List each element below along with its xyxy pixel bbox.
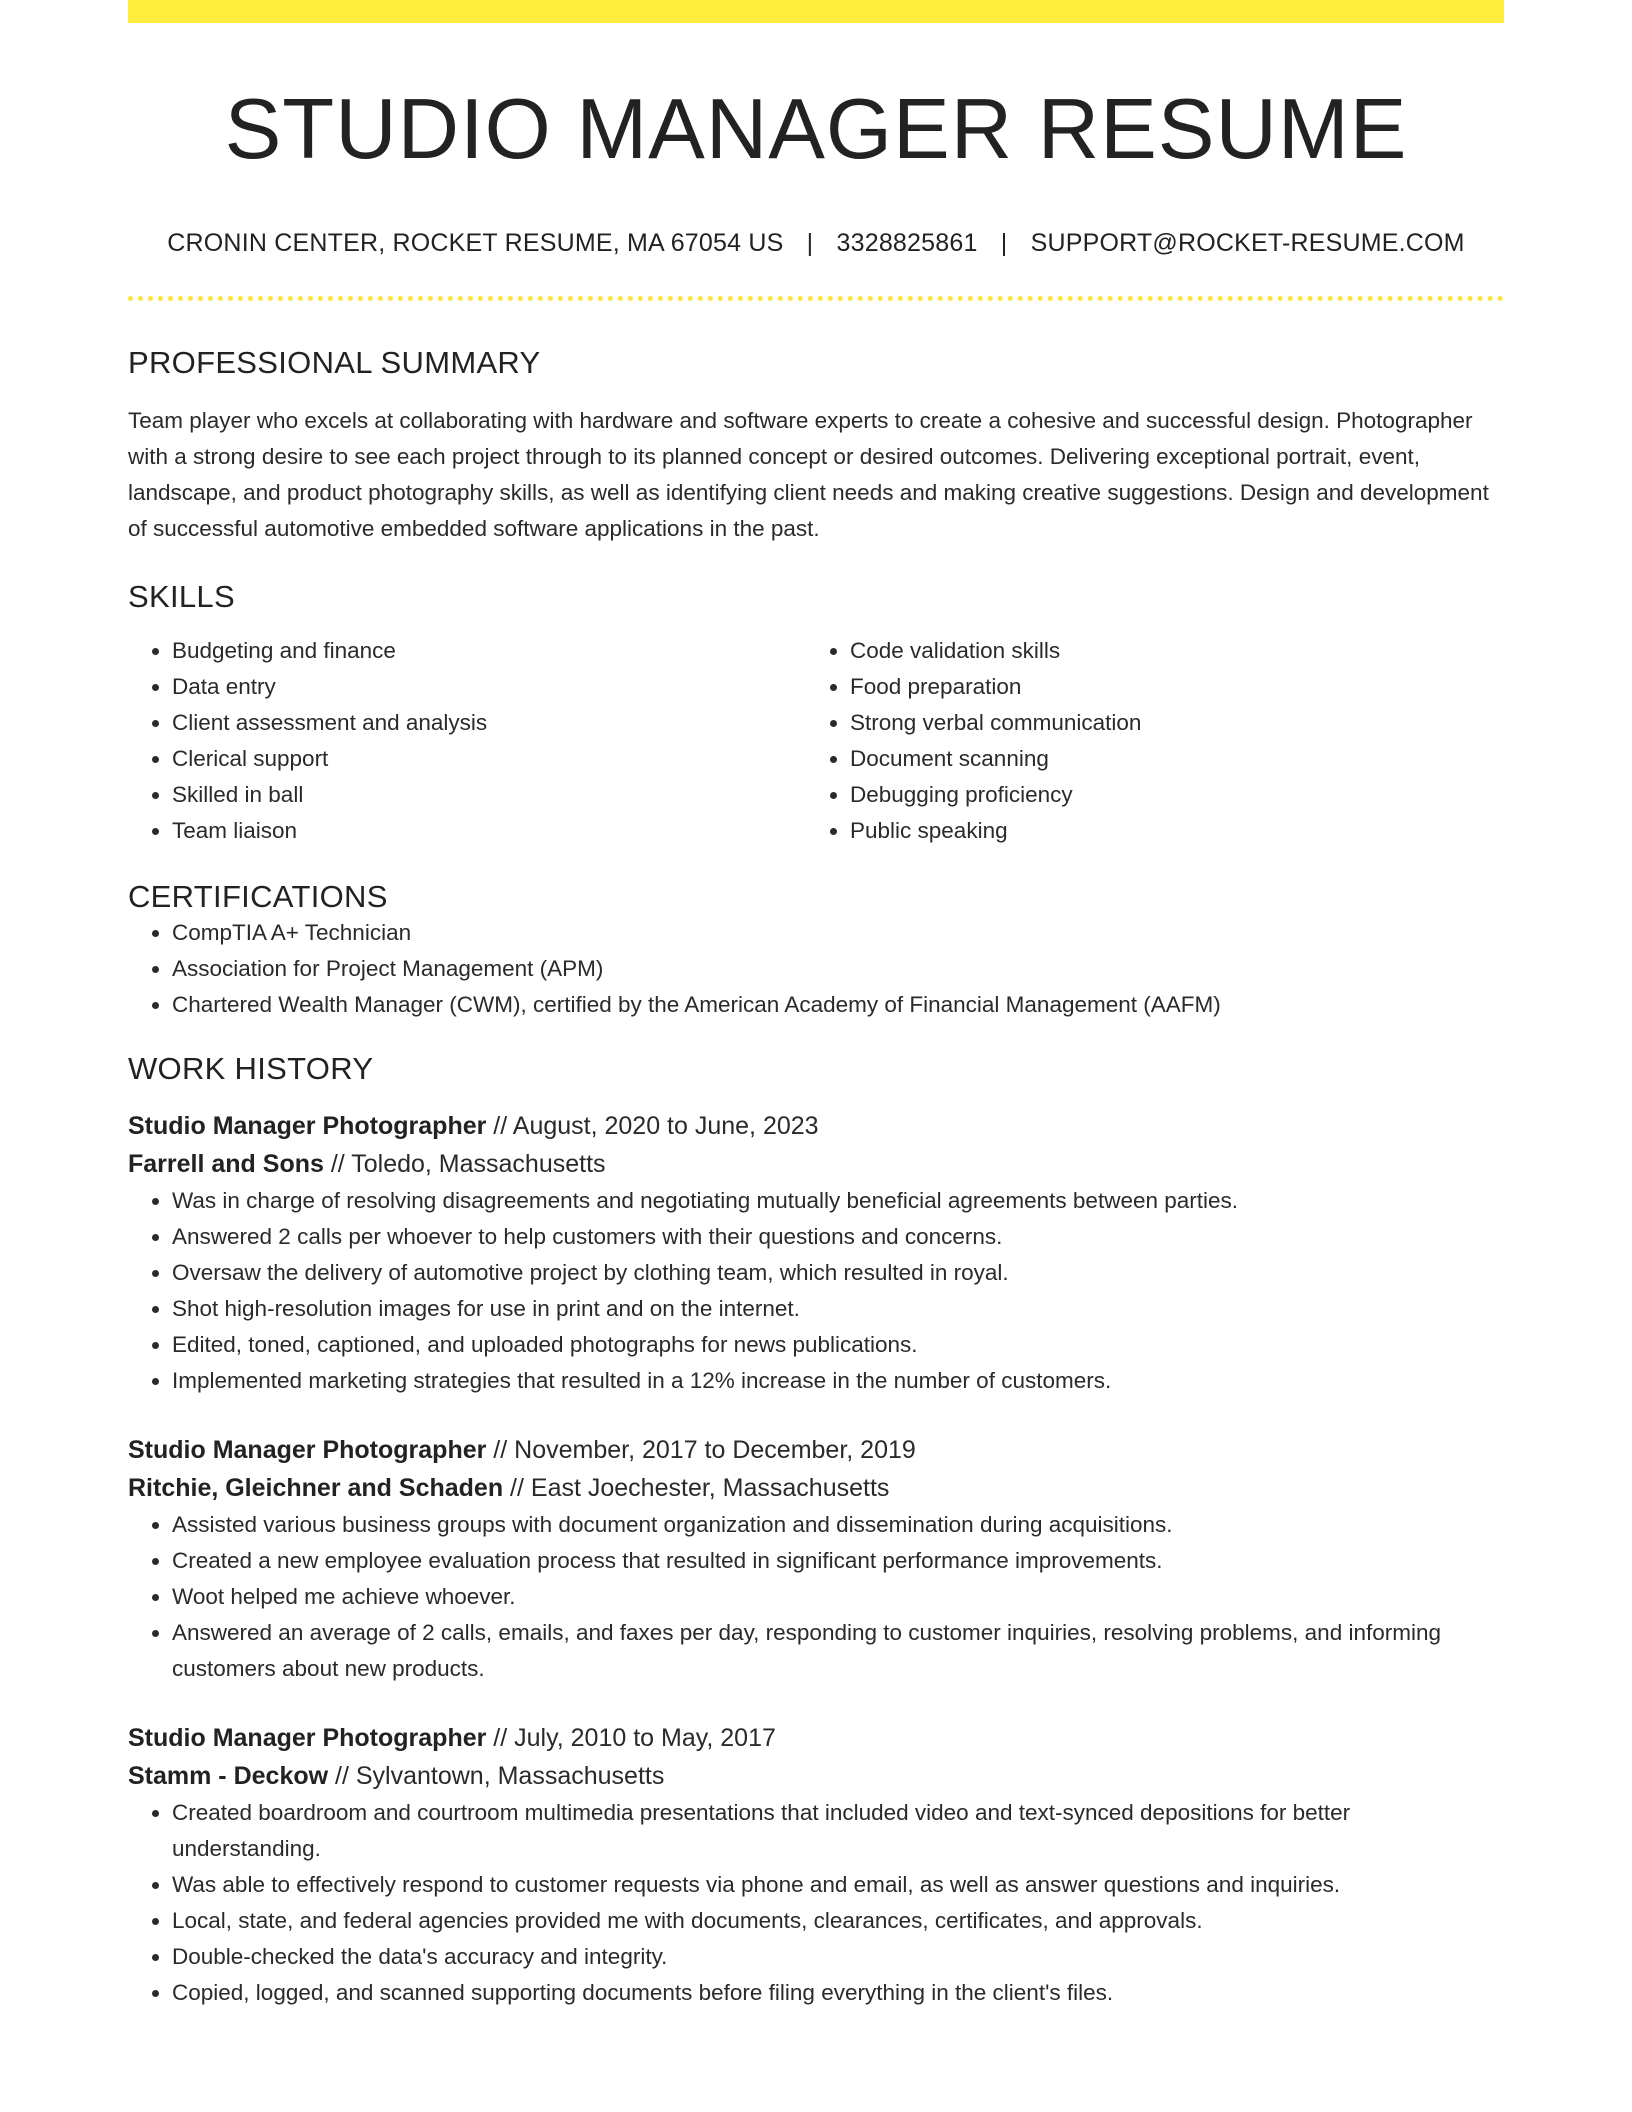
job-company: Stamm - Deckow [128,1761,329,1790]
page-title: STUDIO MANAGER RESUME [224,82,1408,177]
skill-item: • Code validation skills [850,633,1484,669]
skill-item: • Skilled in ball [172,777,806,813]
certification-item: • Chartered Wealth Manager (CWM), certified by the American Academy of Financial Management (AAFM) [172,987,1504,1023]
contact-separator: | [806,228,814,257]
job-bullet: • Assisted various business groups with document organization and dissemination during acquisitions. [172,1507,1504,1543]
certification-item: • Association for Project Management (APM) [172,951,1504,987]
skills-list-left [128,633,806,849]
job-title: Studio Manager Photographer [128,1111,487,1140]
skill-item: • Clerical support [172,741,806,777]
skills-column-left [128,633,806,849]
job-entry [128,1719,1504,2011]
skill-item: • Budgeting and finance [172,633,806,669]
work-history-section [128,1051,1504,2011]
job-delimiter: // [328,1761,356,1790]
job-bullet: • Copied, logged, and scanned supporting documents before filing everything in the client's files. [172,1975,1504,2011]
skill-item: • Public speaking [850,813,1484,849]
job-delimiter: // [503,1473,531,1502]
summary-text: Team player who excels at collaborating with hardware and software experts to create a cohesive and successful design. Photographer with a strong desire to see each project through to its planned concept or desired outcomes. Delivering exceptional portrait, event, landscape, and product photography skills, as well as identifying client needs and making creative suggestions. Design and development of successful automotive embedded software applications in the past. [128,407,1489,541]
skill-item: • Client assessment and analysis [172,705,806,741]
contact-address: CRONIN CENTER, ROCKET RESUME, MA 67054 US [167,228,784,257]
job-bullet-list [128,1183,1504,1399]
skills-section [128,579,1504,849]
contact-line [128,229,1504,258]
job-bullet: • Was in charge of resolving disagreements and negotiating mutually beneficial agreements between parties. [172,1183,1504,1219]
job-title-line [128,1107,1504,1145]
job-bullet: • Woot helped me achieve whoever. [172,1579,1504,1615]
job-delimiter: // [323,1149,352,1178]
job-title: Studio Manager Photographer [128,1723,487,1752]
certification-item: • CompTIA A+ Technician [172,915,1504,951]
job-company-line [128,1145,1504,1183]
job-bullet: • Double-checked the data's accuracy and integrity. [172,1939,1504,1975]
job-company-line [128,1757,1504,1795]
job-bullet: • Oversaw the delivery of automotive project by clothing team, which resulted in royal. [172,1255,1504,1291]
contact-separator: | [1000,228,1008,257]
job-title-line [128,1719,1504,1757]
job-title: Studio Manager Photographer [128,1435,487,1464]
job-bullet: • Answered 2 calls per whoever to help customers with their questions and concerns. [172,1219,1504,1255]
skill-item: • Debugging proficiency [850,777,1484,813]
job-dates: July, 2010 to May, 2017 [514,1723,776,1752]
job-entry [128,1107,1504,1399]
skills-grid [128,633,1504,849]
job-location: Toledo, Massachusetts [351,1149,606,1178]
job-bullet: • Created boardroom and courtroom multimedia presentations that included video and text-synced depositions for better understanding. [172,1795,1504,1867]
top-accent-bar [128,0,1504,23]
header-divider [128,296,1504,301]
skill-item: • Data entry [172,669,806,705]
job-company: Farrell and Sons [128,1149,324,1178]
summary-heading: PROFESSIONAL SUMMARY [128,344,541,380]
job-bullet: • Shot high-resolution images for use in print and on the internet. [172,1291,1504,1327]
job-bullet: • Implemented marketing strategies that resulted in a 12% increase in the number of customers. [172,1363,1504,1399]
resume-page [128,0,1504,2011]
job-location: East Joechester, Massachusetts [530,1473,890,1502]
job-company-line [128,1469,1504,1507]
skills-column-right [806,633,1484,849]
job-entry [128,1431,1504,1687]
job-location: Sylvantown, Massachusetts [355,1761,665,1790]
summary-section [128,345,1504,547]
job-dates: November, 2017 to December, 2019 [514,1435,916,1464]
skill-item: • Food preparation [850,669,1484,705]
skill-item: • Team liaison [172,813,806,849]
work-history-heading: WORK HISTORY [128,1050,374,1086]
skills-heading: SKILLS [128,578,235,614]
skill-item: • Strong verbal communication [850,705,1484,741]
certifications-list [128,915,1504,1023]
job-delimiter: // [486,1435,515,1464]
job-title-line [128,1431,1504,1469]
job-company: Ritchie, Gleichner and Schaden [128,1473,504,1502]
job-bullet: • Edited, toned, captioned, and uploaded photographs for news publications. [172,1327,1504,1363]
job-bullet: • Local, state, and federal agencies provided me with documents, clearances, certificates, and approvals. [172,1903,1504,1939]
skill-item: • Document scanning [850,741,1484,777]
job-bullet-list [128,1795,1504,2011]
job-delimiter: // [486,1723,515,1752]
job-dates: August, 2020 to June, 2023 [512,1111,819,1140]
certifications-heading: CERTIFICATIONS [128,878,388,914]
certifications-section [128,879,1504,1023]
job-bullet-list [128,1507,1504,1687]
job-delimiter: // [486,1111,513,1140]
skills-list-right [806,633,1484,849]
job-bullet: • Answered an average of 2 calls, emails, and faxes per day, responding to customer inquiries, resolving problems, and informing customers about new products. [172,1615,1504,1687]
job-bullet: • Created a new employee evaluation process that resulted in significant performance improvements. [172,1543,1504,1579]
job-bullet: • Was able to effectively respond to customer requests via phone and email, as well as answer questions and inquiries. [172,1867,1504,1903]
contact-phone: 3328825861 [836,228,978,257]
contact-email: SUPPORT@ROCKET-RESUME.COM [1030,228,1465,257]
